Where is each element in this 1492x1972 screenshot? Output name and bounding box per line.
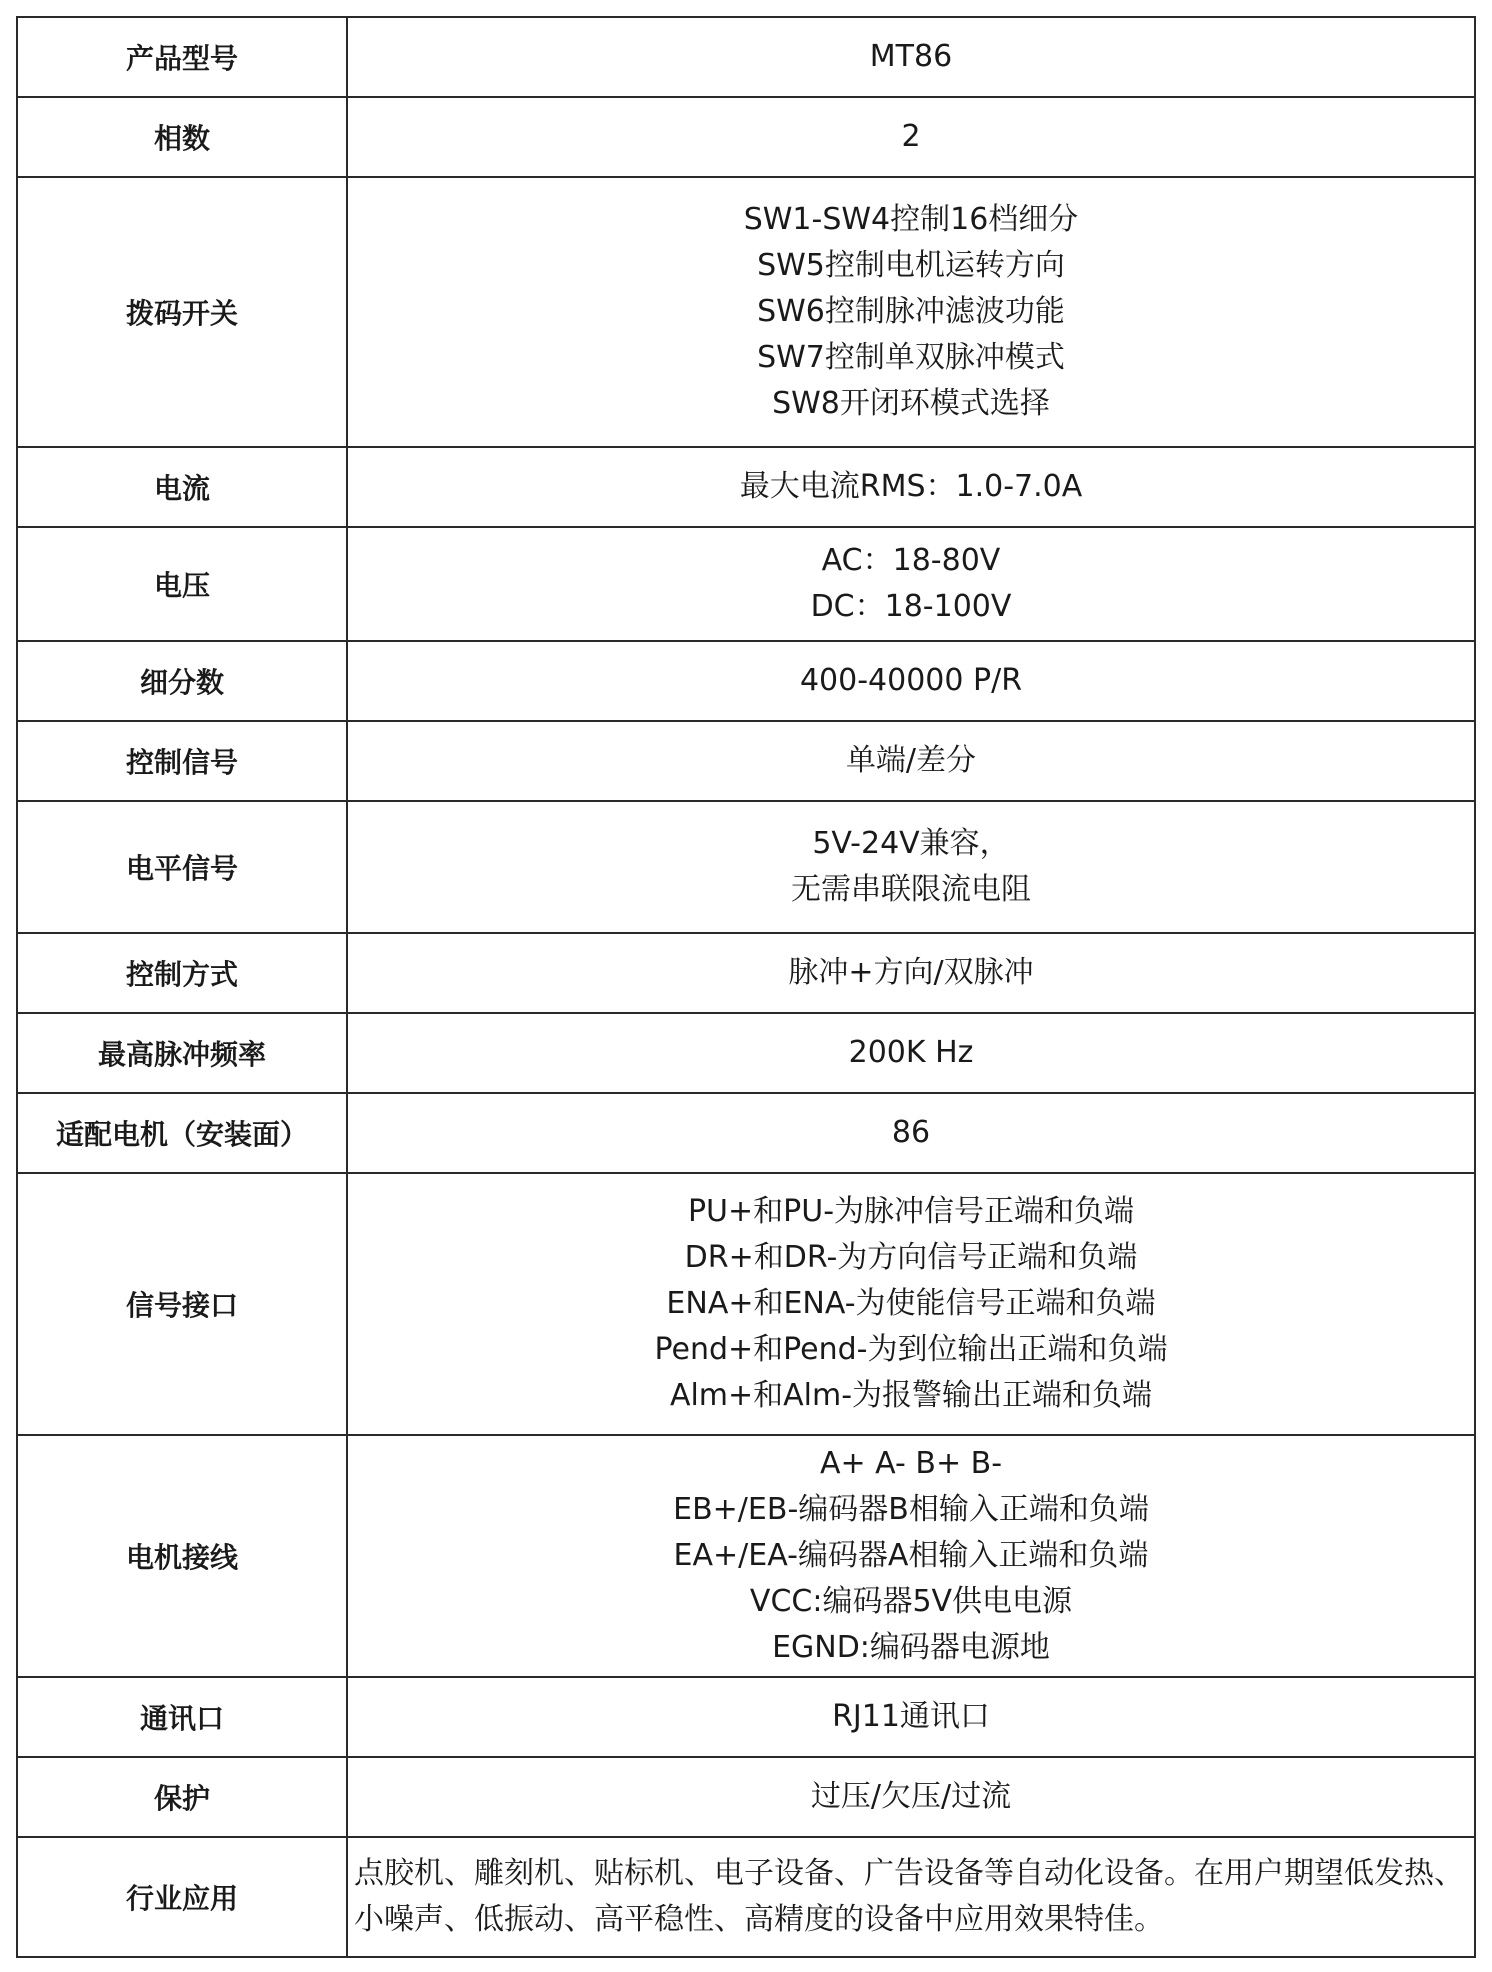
row-label: 行业应用 (17, 1837, 347, 1957)
value-line: EGND:编码器电源地 (772, 1630, 1050, 1665)
table-row (17, 177, 1475, 447)
table-row (17, 801, 1475, 933)
value-line: 400-40000 P/R (799, 663, 1023, 698)
row-label: 电压 (17, 527, 347, 641)
row-label: 控制方式 (17, 933, 347, 1013)
row-value (347, 801, 1475, 933)
row-value (347, 721, 1475, 801)
value-line: SW7控制单双脉冲模式 (757, 340, 1065, 375)
value-line: 5V-24V兼容， (812, 826, 1010, 861)
value-line: EB+/EB-编码器B相输入正端和负端 (673, 1492, 1149, 1527)
row-label: 电平信号 (17, 801, 347, 933)
row-value (347, 1093, 1475, 1173)
table-row (17, 1757, 1475, 1837)
table-row (17, 447, 1475, 527)
row-label: 信号接口 (17, 1173, 347, 1435)
table-row (17, 933, 1475, 1013)
value-line: 200K Hz (848, 1035, 974, 1070)
row-label: 适配电机（安装面） (17, 1093, 347, 1173)
spec-table (16, 16, 1476, 1958)
value-line: EA+/EA-编码器A相输入正端和负端 (673, 1538, 1149, 1573)
value-line: 2 (901, 119, 921, 154)
row-value (347, 1757, 1475, 1837)
value-line: DC：18-100V (810, 589, 1012, 624)
table-row (17, 1435, 1475, 1677)
value-line: Alm+和Alm-为报警输出正端和负端 (669, 1378, 1153, 1413)
table-row (17, 97, 1475, 177)
value-line: SW6控制脉冲滤波功能 (757, 294, 1065, 329)
value-line: SW8开闭环模式选择 (772, 386, 1050, 421)
value-line: Pend+和Pend-为到位输出正端和负端 (654, 1332, 1168, 1367)
value-line: AC：18-80V (821, 543, 1001, 578)
row-label: 相数 (17, 97, 347, 177)
value-line: 脉冲+方向/双脉冲 (788, 955, 1034, 990)
value-line: SW5控制电机运转方向 (757, 248, 1065, 283)
value-line: MT86 (869, 39, 953, 74)
row-value (347, 1435, 1475, 1677)
row-label: 细分数 (17, 641, 347, 721)
row-label: 产品型号 (17, 17, 347, 97)
value-line: DR+和DR-为方向信号正端和负端 (684, 1240, 1138, 1275)
value-line: SW1-SW4控制16档细分 (743, 202, 1079, 237)
value-line: RJ11通讯口 (832, 1699, 990, 1734)
row-value (347, 447, 1475, 527)
value-line: 86 (891, 1115, 931, 1150)
row-value (347, 97, 1475, 177)
row-label: 最高脉冲频率 (17, 1013, 347, 1093)
row-value (347, 1837, 1475, 1957)
value-line: 最大电流RMS：1.0-7.0A (739, 469, 1083, 504)
row-value (347, 17, 1475, 97)
value-line: 单端/差分 (845, 743, 977, 778)
table-row (17, 1093, 1475, 1173)
table-row (17, 641, 1475, 721)
row-value (347, 641, 1475, 721)
row-value (347, 933, 1475, 1013)
row-value (347, 1013, 1475, 1093)
value-line: 过压/欠压/过流 (810, 1779, 1012, 1814)
table-row (17, 17, 1475, 97)
table-row (17, 721, 1475, 801)
row-label: 控制信号 (17, 721, 347, 801)
value-paragraph: 点胶机、雕刻机、贴标机、电子设备、广告设备等自动化设备。在用户期望低发热、小噪声、低振动、高平稳性、高精度的设备中应用效果特佳。 (354, 1856, 1464, 1937)
row-label: 电机接线 (17, 1435, 347, 1677)
value-line: ENA+和ENA-为使能信号正端和负端 (666, 1286, 1156, 1321)
row-label: 通讯口 (17, 1677, 347, 1757)
value-line: A+ A- B+ B- (819, 1446, 1003, 1481)
value-line: 无需串联限流电阻 (791, 872, 1031, 907)
table-row (17, 1013, 1475, 1093)
row-label: 拨码开关 (17, 177, 347, 447)
row-value (347, 177, 1475, 447)
table-row (17, 1173, 1475, 1435)
row-label: 保护 (17, 1757, 347, 1837)
value-line: VCC:编码器5V供电电源 (749, 1584, 1073, 1619)
row-value (347, 1173, 1475, 1435)
row-value (347, 527, 1475, 641)
table-row (17, 1837, 1475, 1957)
table-row (17, 527, 1475, 641)
row-value (347, 1677, 1475, 1757)
table-row (17, 1677, 1475, 1757)
value-line: PU+和PU-为脉冲信号正端和负端 (687, 1194, 1135, 1229)
row-label: 电流 (17, 447, 347, 527)
